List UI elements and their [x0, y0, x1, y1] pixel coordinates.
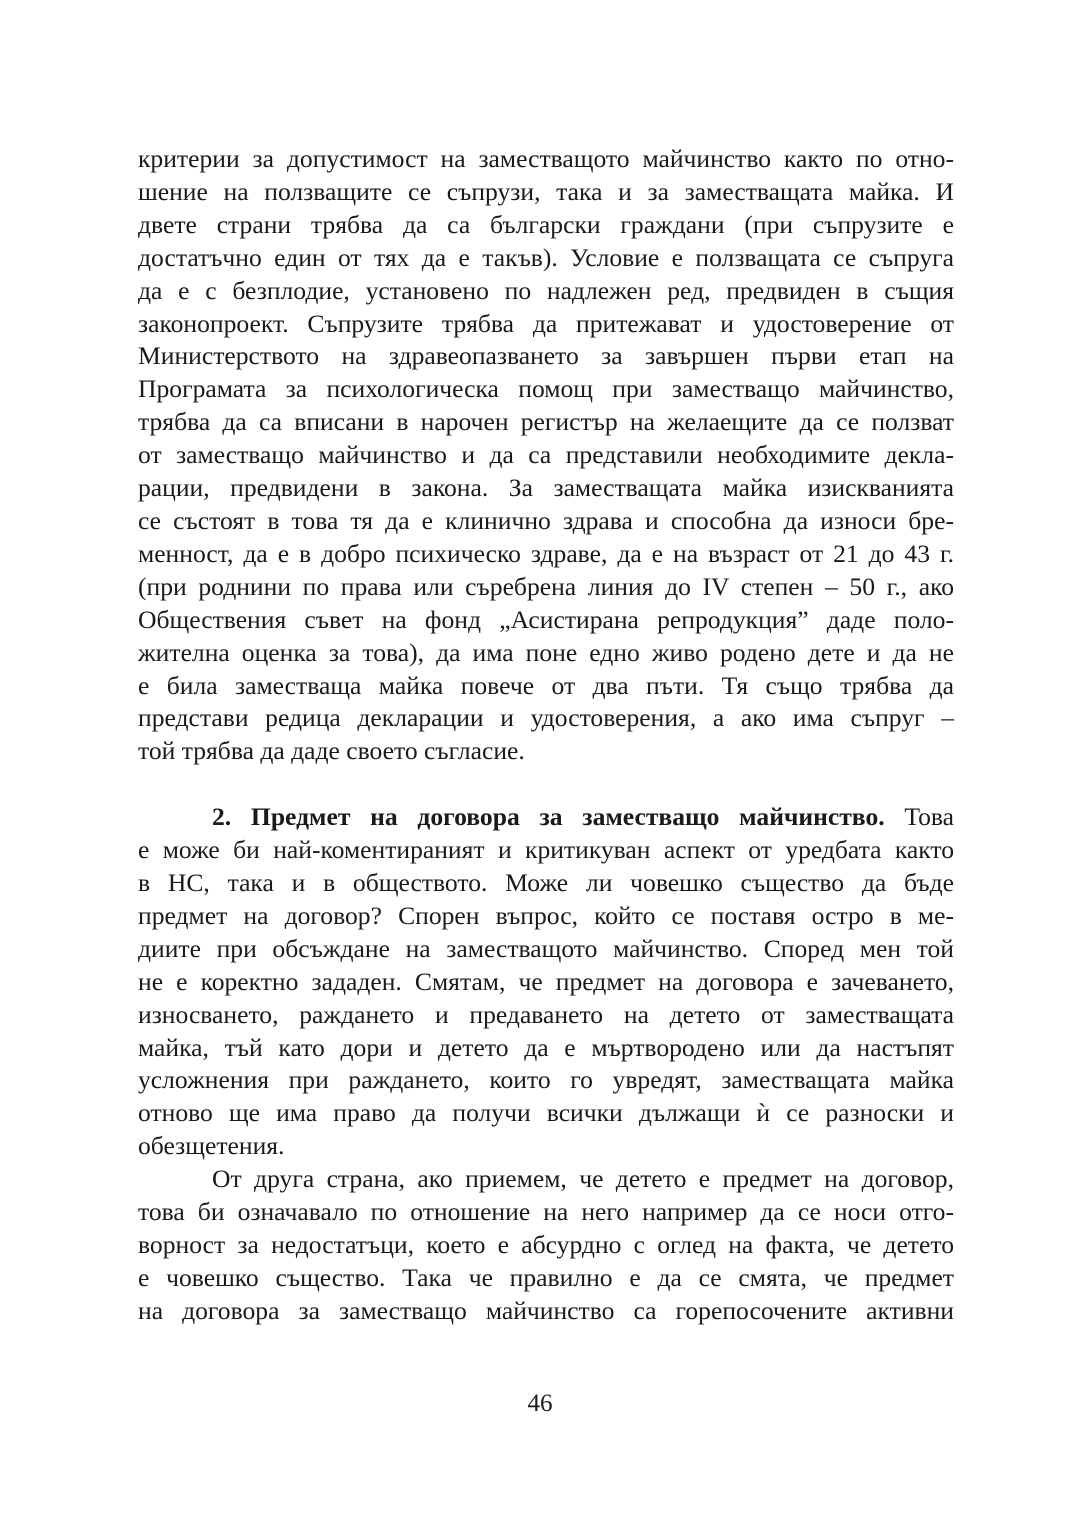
- text-line: (при роднини по права или съребрена линия до IV степен – 50 г., ако: [138, 571, 954, 601]
- text-line: да е с безплодие, установено по надлежен ред, предвиден в същия: [138, 275, 954, 305]
- text-line: е човешко същество. Така че правилно е да се смята, че предмет: [138, 1262, 954, 1292]
- document-page: [138, 143, 954, 1328]
- text-line: това би означавало по отношение на него например да се носи отго-: [138, 1197, 954, 1227]
- text-line: представи редица декларации и удостоверения, а ако има съпруг –: [138, 703, 954, 733]
- text-line: жителна оценка за това), да има поне едно живо родено дете и да не: [138, 637, 954, 667]
- text-line: Обществения съвет на фонд „Асистирана репродукция” даде поло-: [138, 604, 954, 634]
- text-line: трябва да са вписани в нарочен регистър на желаещите да се ползват: [138, 407, 954, 437]
- text-line: ворност за недостатъци, което е абсурдно с оглед на факта, че детето: [138, 1230, 954, 1259]
- text-line: е била заместваща майка повече от два пъти. Тя също трябва да: [138, 670, 954, 700]
- section-spacer: [138, 768, 954, 801]
- text-line: той трябва да даде своето съгласие.: [138, 736, 525, 766]
- text-line: предмет на договор? Спорен въпрос, който се поставя остро в ме-: [138, 900, 954, 930]
- text-line: се състоят в това тя да е клинично здрава и способна да износи бре-: [138, 505, 954, 535]
- text-line: в НС, така и в обществото. Може ли човешко същество да бъде: [138, 868, 954, 898]
- text-line: обезщетения.: [138, 1131, 285, 1161]
- text-line: критерии за допустимост на заместващото майчинство както по отно-: [138, 144, 954, 173]
- text-line: законопроект. Съпрузите трябва да притежават и удостоверение от: [138, 308, 954, 338]
- text-line: От друга страна, ако приемем, че детето е предмет на договор,: [212, 1164, 954, 1194]
- page-number: 46: [527, 1390, 553, 1417]
- text-line: усложнения при раждането, които го увредят, заместващата майка: [138, 1065, 954, 1095]
- text-line: майка, тъй като дори и детето да е мъртвородено или да настъпят: [138, 1032, 954, 1062]
- paragraph-3: [138, 1163, 954, 1328]
- section-2-paragraph: [138, 801, 954, 1163]
- text-line: е може би най-коментираният и критикуван аспект от уредбата както: [138, 835, 954, 865]
- text-line: от заместващо майчинство и да са представили необходимите декла-: [138, 440, 954, 470]
- text-line: отново ще има право да получи всички дължащи ѝ се разноски и: [138, 1098, 954, 1128]
- section-2-first-line: [138, 801, 954, 834]
- text-line: на договора за заместващо майчинство са горепосочените активни: [138, 1295, 954, 1325]
- text-line: не е коректно зададен. Смятам, че предмет на договора е зачеването,: [138, 966, 954, 996]
- text-line: рации, предвидени в закона. За заместващата майка изискванията: [138, 473, 954, 503]
- text-line: Програмата за психологическа помощ при заместващо майчинство,: [138, 374, 954, 404]
- text-line: Министерството на здравеопазването за завършен първи етап на: [138, 341, 954, 371]
- text-line: менност, да е в добро психическо здраве, да е на възраст от 21 до 43 г.: [138, 538, 954, 568]
- paragraph-1: [138, 143, 954, 768]
- text-line: диите при обсъждане на заместващото майчинство. Според мен той: [138, 933, 954, 963]
- text-line: достатъчно един от тях да е такъв). Условие е ползващата се съпруга: [138, 242, 954, 272]
- text-line: двете страни трябва да са български граждани (при съпрузите е: [138, 209, 954, 239]
- text-line: износването, раждането и предаването на детето от заместващата: [138, 999, 954, 1029]
- section-heading: 2. Предмет на договора за заместващо майчинство.: [212, 802, 885, 832]
- heading-line-rest: Това: [884, 802, 954, 832]
- text-line: шение на ползващите се съпрузи, така и за заместващата майка. И: [138, 176, 954, 206]
